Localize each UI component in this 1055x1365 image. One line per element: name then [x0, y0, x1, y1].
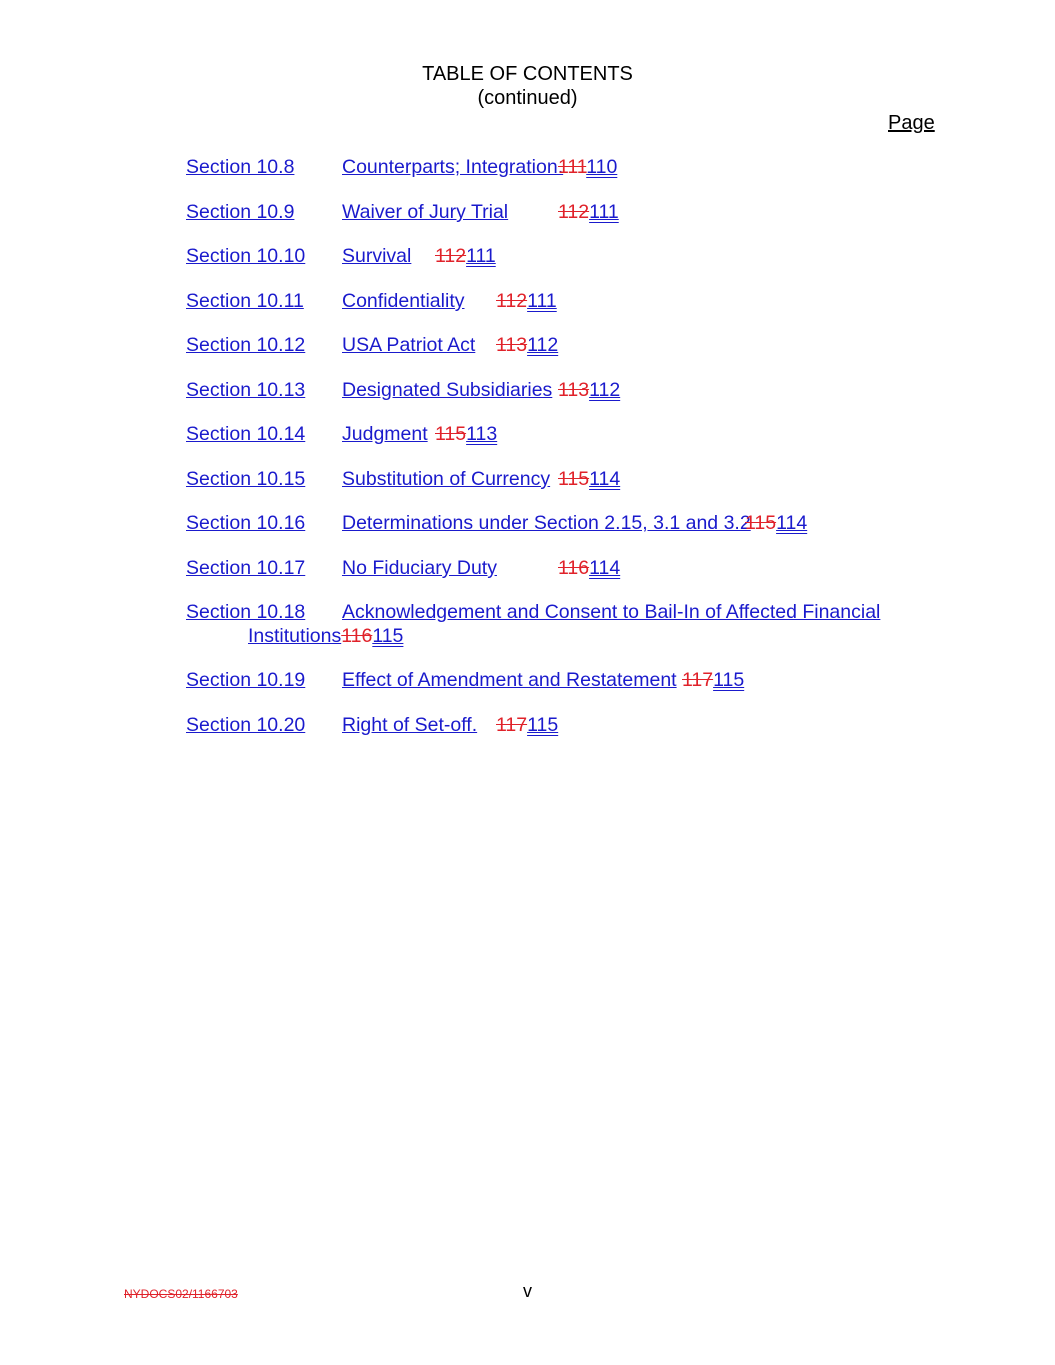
- deleted-page-number: 113: [558, 379, 590, 401]
- inserted-page-number[interactable]: 111: [466, 245, 496, 267]
- page-column-label: Page: [888, 112, 935, 134]
- section-link[interactable]: Section 10.14: [186, 423, 306, 445]
- section-link[interactable]: Section 10.19: [186, 669, 306, 691]
- section-title-link[interactable]: Right of Set-off.: [342, 714, 478, 736]
- deleted-page-number: 112: [496, 290, 528, 312]
- inserted-page-number[interactable]: 110: [586, 156, 618, 178]
- section-title-link[interactable]: No Fiduciary Duty: [342, 557, 497, 579]
- page-reference: [341, 625, 403, 647]
- inserted-page-number[interactable]: 111: [589, 201, 619, 223]
- section-link[interactable]: Section 10.13: [186, 379, 306, 401]
- section-link[interactable]: Section 10.20: [186, 714, 306, 736]
- deleted-page-number: 112: [558, 201, 590, 223]
- section-link[interactable]: Section 10.18: [186, 601, 306, 623]
- inserted-page-number[interactable]: 115: [527, 714, 559, 736]
- deleted-page-number: 116: [341, 625, 373, 647]
- inserted-page-number[interactable]: 114: [589, 468, 621, 490]
- page-reference: [558, 378, 620, 402]
- page-reference: [682, 668, 744, 692]
- section-link[interactable]: Section 10.11: [186, 290, 304, 312]
- deleted-page-number: 112: [435, 245, 467, 267]
- page-reference: [496, 713, 558, 737]
- deleted-page-number: 115: [435, 423, 467, 445]
- section-title-link[interactable]: Substitution of Currency: [342, 468, 551, 490]
- page-reference: [558, 200, 619, 224]
- section-title-link[interactable]: Survival: [342, 245, 412, 267]
- section-link[interactable]: Section 10.17: [186, 557, 306, 579]
- section-title-continuation: [248, 624, 403, 648]
- inserted-page-number[interactable]: 112: [527, 334, 559, 356]
- inserted-page-number[interactable]: 114: [776, 512, 808, 534]
- toc-title: TABLE OF CONTENTS: [422, 63, 633, 85]
- page-reference: [496, 333, 558, 357]
- section-link[interactable]: Section 10.12: [186, 334, 306, 356]
- section-title-link[interactable]: Judgment: [342, 423, 428, 445]
- document-id: NYDOCS02/1166703: [124, 1287, 238, 1301]
- section-link[interactable]: Section 10.16: [186, 512, 306, 534]
- deleted-page-number: 113: [496, 334, 528, 356]
- page-number: v: [523, 1281, 532, 1301]
- page-reference: [435, 244, 496, 268]
- deleted-page-number: 117: [682, 669, 714, 691]
- section-title-link[interactable]: Effect of Amendment and Restatement: [342, 669, 677, 691]
- page-reference: [496, 289, 557, 313]
- section-link[interactable]: Section 10.8: [186, 156, 295, 178]
- inserted-page-number[interactable]: 112: [589, 379, 621, 401]
- deleted-page-number: 117: [496, 714, 528, 736]
- page-reference: [558, 467, 620, 491]
- section-title-link[interactable]: Designated Subsidiaries: [342, 379, 553, 401]
- deleted-page-number: 115: [745, 512, 777, 534]
- section-title-link[interactable]: Determinations under Section 2.15, 3.1 and 3.2: [342, 512, 751, 534]
- deleted-page-number: 115: [558, 468, 590, 490]
- section-link[interactable]: Section 10.9: [186, 201, 295, 223]
- section-title-link[interactable]: Waiver of Jury Trial: [342, 201, 509, 223]
- section-link[interactable]: Section 10.15: [186, 468, 306, 490]
- page-reference: [558, 155, 617, 179]
- inserted-page-number[interactable]: 113: [466, 423, 498, 445]
- section-title-link-continued[interactable]: Institutions: [248, 625, 342, 647]
- deleted-page-number: 116: [558, 557, 590, 579]
- inserted-page-number[interactable]: 114: [589, 557, 621, 579]
- section-link[interactable]: Section 10.10: [186, 245, 306, 267]
- toc-subtitle: (continued): [477, 87, 578, 109]
- section-title-link[interactable]: Confidentiality: [342, 290, 465, 312]
- section-title-link[interactable]: USA Patriot Act: [342, 334, 476, 356]
- page-reference: [435, 422, 497, 446]
- inserted-page-number[interactable]: 111: [527, 290, 557, 312]
- inserted-page-number[interactable]: 115: [372, 625, 404, 647]
- deleted-page-number: 111: [558, 156, 587, 178]
- toc-entry: [0, 600, 1055, 650]
- section-title-link[interactable]: Acknowledgement and Consent to Bail-In of Affected Financial: [342, 601, 881, 623]
- page-reference: [558, 556, 620, 580]
- section-title-link[interactable]: Counterparts; Integration.: [342, 156, 564, 178]
- inserted-page-number[interactable]: 115: [713, 669, 745, 691]
- page-reference: [745, 511, 807, 535]
